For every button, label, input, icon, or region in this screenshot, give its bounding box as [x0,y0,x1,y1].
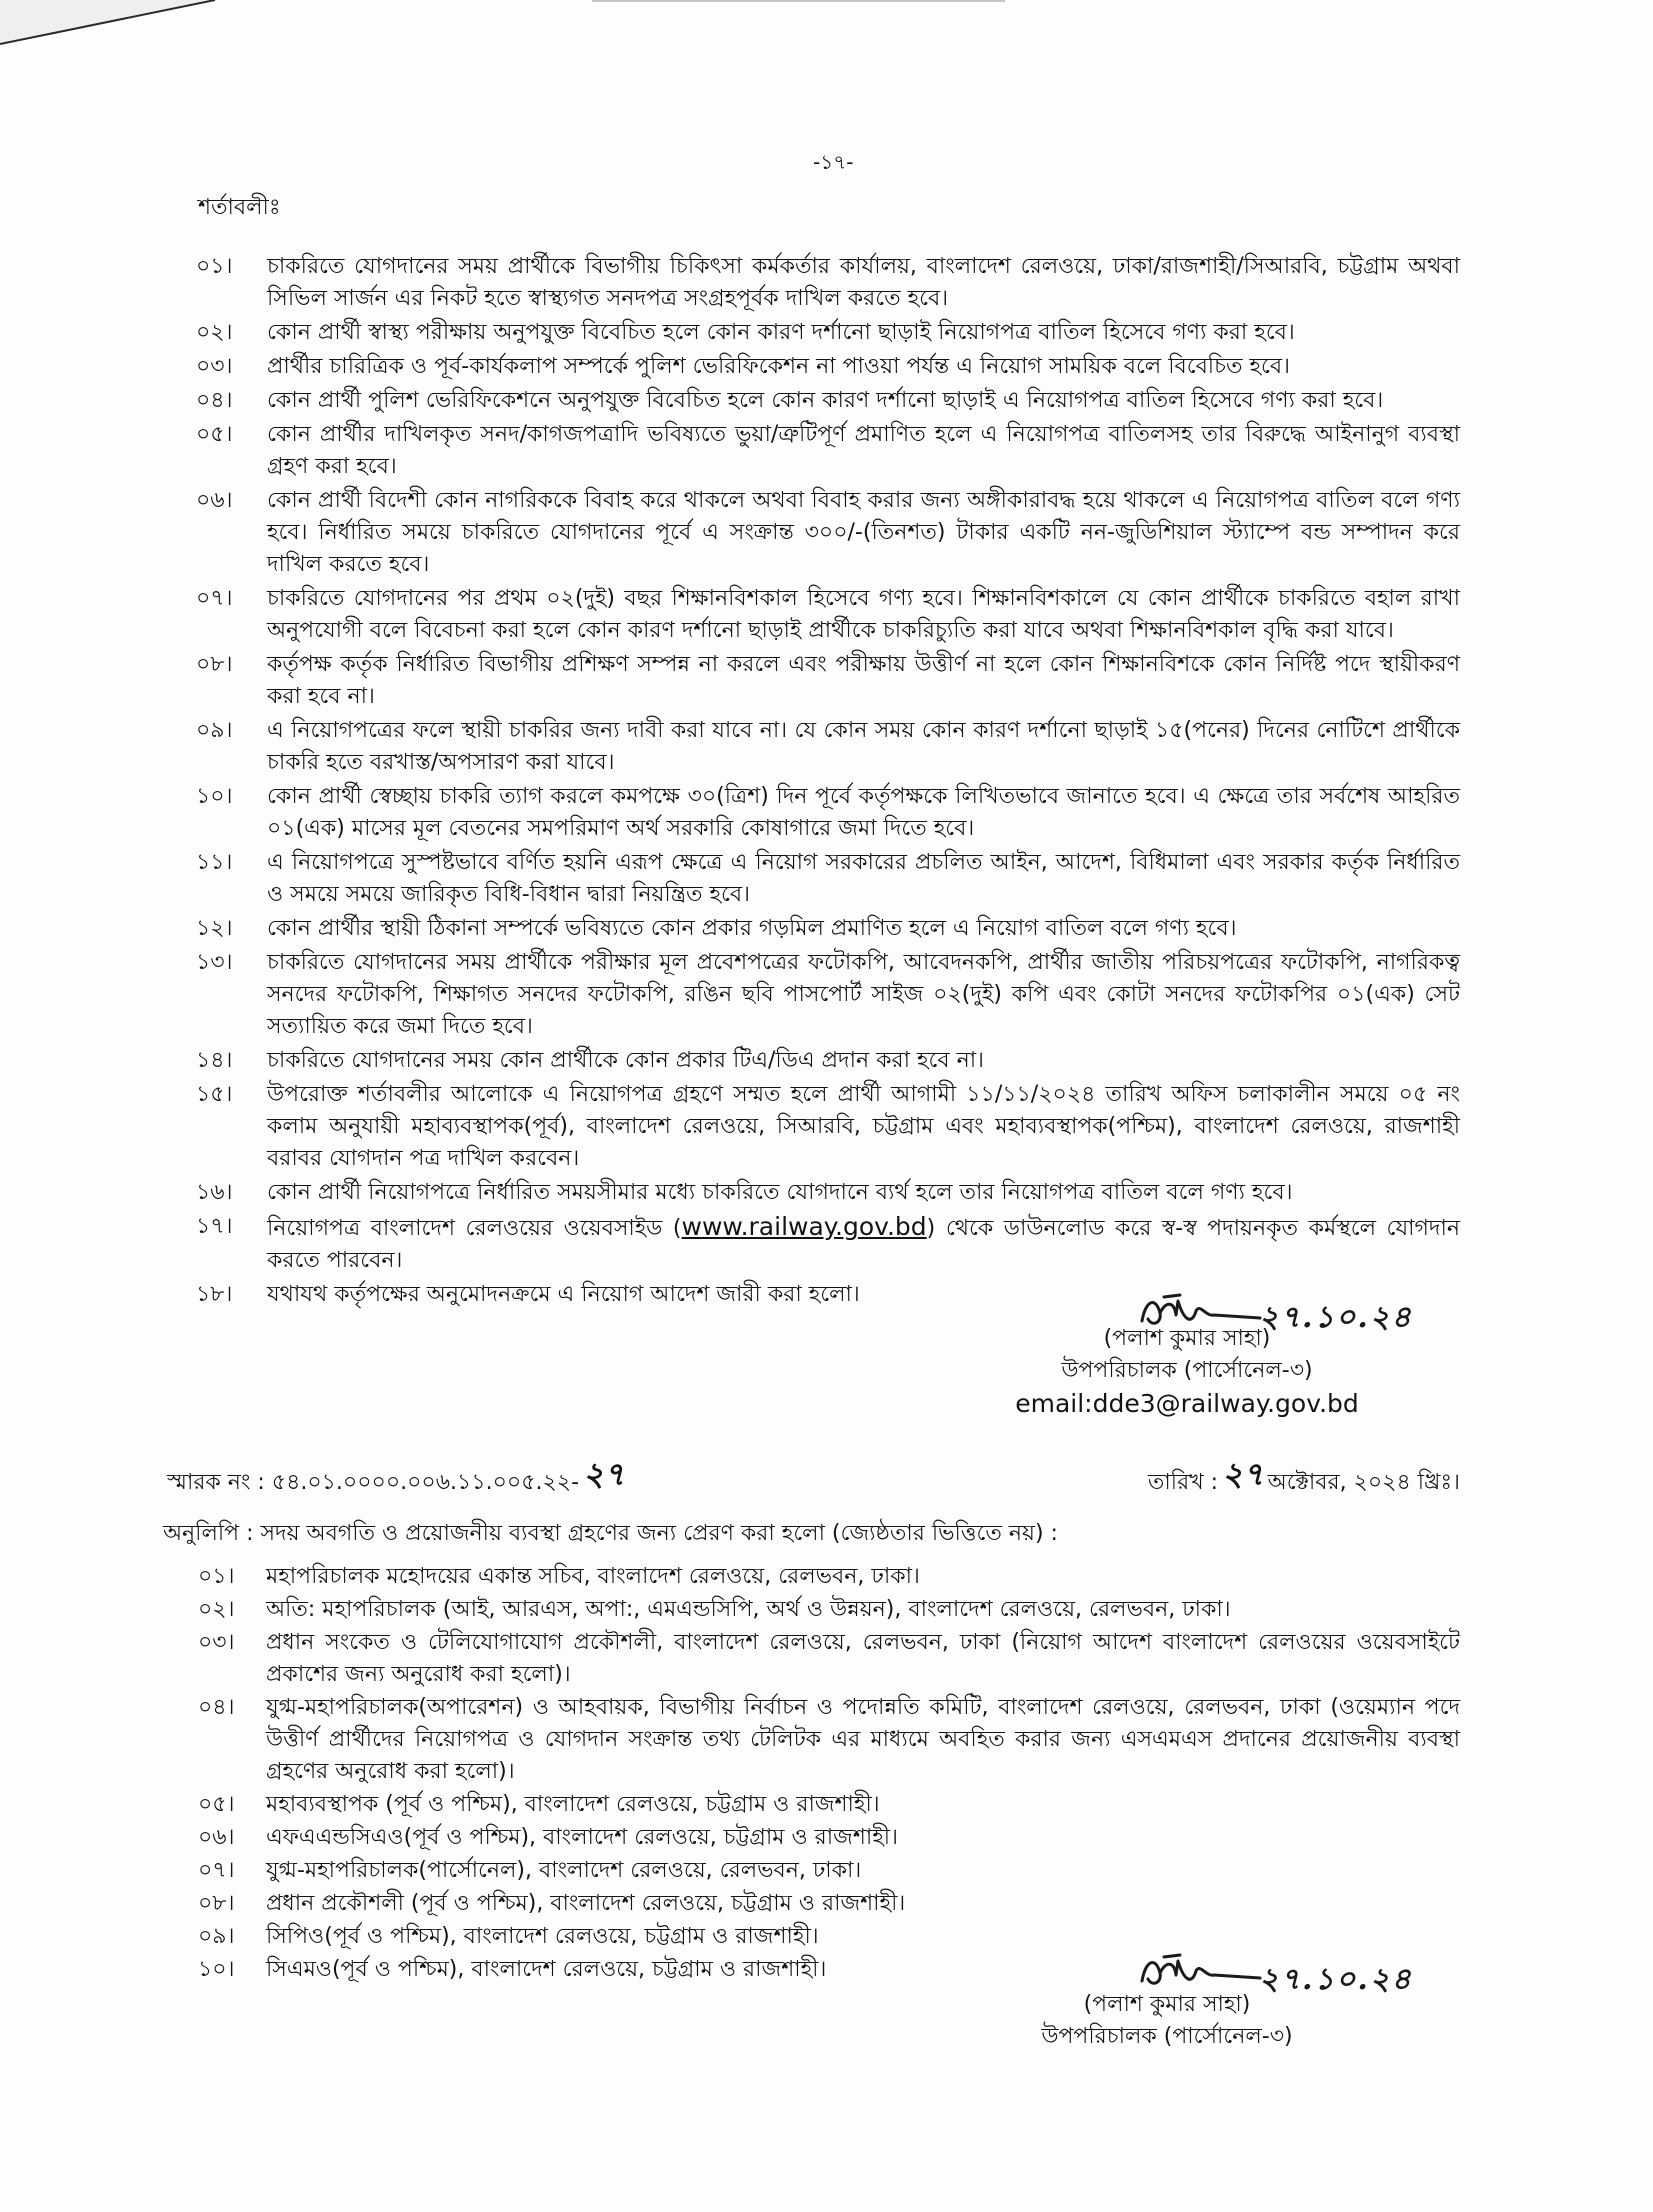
item-number: ১৪। [196,1048,233,1073]
condition-item [196,419,1460,483]
copy-item [198,1594,1460,1626]
signatory-block [937,1291,1437,1421]
item-number: ১০। [196,784,233,809]
condition-item [196,251,1460,315]
condition-item [196,351,1460,383]
website-url: www.railway.gov.bd [681,1212,927,1241]
item-text: কর্তৃপক্ষ কর্তৃক নির্ধারিত বিভাগীয় প্রশিক্ষণ সম্পন্ন না করলে এবং পরীক্ষায় উত্তীর্ণ না হলে কোন শিক্ষানবিশকে কোন নির্দিষ্ট পদে স্থায়ীকরণ করা হবে না। [267,652,1460,709]
signatory-designation: উপপরিচালক (পার্সোনেল-৩) [1041,2024,1293,2049]
scan-corner-fold [0,0,1653,50]
item-number: ০৯। [198,1924,235,1949]
item-number: ০৬। [198,1825,235,1850]
item-text: কোন প্রার্থী পুলিশ ভেরিফিকেশনে অনুপযুক্ত বিবেচিত হলে কোন কারণ দর্শানো ছাড়াই এ নিয়োগপত্র বাতিল হিসেবে গণ্য করা হবে। [267,388,1384,413]
signatory-email: email:dde3@railway.gov.bd [1015,1389,1359,1418]
handwritten-signature [937,1291,1437,1335]
item-text: অতি: মহাপরিচালক (আই, আরএস, অপা:, এমএন্ডসিপি, অর্থ ও উন্নয়ন), বাংলাদেশ রেলওয়ে, রেলভবন, ঢাকা। [266,1597,1231,1622]
copy-item [198,1561,1460,1593]
condition-item [196,485,1460,581]
item-number: ১১। [196,850,233,875]
page-number: -১৭- [813,150,854,174]
item-text: সিএমও(পূর্ব ও পশ্চিম), বাংলাদেশ রেলওয়ে, চট্টগ্রাম ও রাজশাহী। [266,1957,827,1982]
item-number: ১৩। [196,950,233,975]
item-number: ০৭। [198,1858,235,1883]
item-text: উপরোক্ত শর্তাবলীর আলোকে এ নিয়োগপত্র গ্রহণে সম্মত হলে প্রার্থী আগামী ১১/১১/২০২৪ তারিখ অফিস চলাকালীন সময়ে ০৫ নং কলাম অনুযায়ী মহাব্যবস্থাপক(পূর্ব), বাংলাদেশ রেলওয়ে, সিআরবি, চট্টগ্রাম এবং মহাব্যবস্থাপক(পশ্চিম), বাংলাদেশ রেলওয়ে, রাজশাহী বরাবর যোগদান পত্র দাখিল করবেন। [267,1082,1460,1171]
memo-number [167,1453,629,1507]
item-text: যথাযথ কর্তৃপক্ষের অনুমোদনক্রমে এ নিয়োগ আদেশ জারী করা হলো। [267,1282,860,1307]
item-text: কোন প্রার্থী নিয়োগপত্রে নির্ধারিত সময়সীমার মধ্যে চাকরিতে যোগদানে ব্যর্থ হলে তার নিয়োগপত্র বাতিল বলে গণ্য হবে। [267,1180,1293,1205]
item-number: ১২। [196,916,233,941]
copy-item [198,1888,1460,1920]
item-text: এ নিয়োগপত্রে সুস্পষ্টভাবে বর্ণিত হয়নি এরূপ ক্ষেত্রে এ নিয়োগ সরকারের প্রচলিত আইন, আদেশ, বিধিমালা এবং সরকার কর্তৃক নির্ধারিত ও সময়ে সময়ে জারিকৃত বিধি-বিধান দ্বারা নিয়ন্ত্রিত হবে। [267,850,1460,907]
conditions-list [196,251,1460,1311]
condition-item [196,1045,1460,1077]
item-text: কোন প্রার্থী বিদেশী কোন নাগরিককে বিবাহ করে থাকলে অথবা বিবাহ করার জন্য অঙ্গীকারাবদ্ধ হয়ে থাকলে এ নিয়োগপত্র বাতিল বলে গণ্য হবে। নির্ধারিত সময়ে চাকরিতে যোগদানের পূর্বে এ সংক্রান্ত ৩০০/-(তিনশত) টাকার একটি নন-জুডিশিয়াল স্ট্যাম্পে বন্ড সম্পাদন করে দাখিল করতে হবে। [267,488,1460,577]
signatory-name: (পলাশ কুমার সাহা) [1103,1326,1271,1351]
item-number: ০৭। [196,586,233,611]
copy-item [198,1627,1460,1691]
item-text: এফএএন্ডসিএও(পূর্ব ও পশ্চিম), বাংলাদেশ রেলওয়ে, চট্টগ্রাম ও রাজশাহী। [266,1825,898,1850]
item-number: ১৭। [196,1214,233,1239]
condition-item [196,385,1460,417]
item-text: চাকরিতে যোগদানের সময় প্রার্থীকে বিভাগীয় চিকিৎসা কর্মকর্তার কার্যালয়, বাংলাদেশ রেলওয়ে, ঢাকা/রাজশাহী/সিআরবি, চট্টগ্রাম অথবা সিভিল সার্জন এর নিকট হতে স্বাস্থ্যগত সনদপত্র সংগ্রহপূর্বক দাখিল করতে হবে। [267,254,1460,311]
signature-date: ২৭.১০.২৪ [1259,1300,1413,1335]
item-text: এ নিয়োগপত্রের ফলে স্থায়ী চাকরির জন্য দাবী করা যাবে না। যে কোন সময় কোন কারণ দর্শানো ছাড়াই ১৫(পনের) দিনের নোটিশে প্রার্থীকে চাকরি হতে বরখাস্ত/অপসারণ করা যাবে। [267,718,1460,775]
memo-row [167,1455,1460,1498]
signatory-block [917,1953,1417,2053]
item-text: মহাপরিচালক মহোদয়ের একান্ত সচিব, বাংলাদেশ রেলওয়ে, রেলভবন, ঢাকা। [266,1564,920,1589]
date-rest: অক্টোবর, ২০২৪ খ্রিঃ। [1267,1470,1460,1495]
condition-item [196,947,1460,1043]
conditions-heading: শর্তাবলীঃ [198,195,281,220]
item-text-after-url: ) থেকে ডাউনলোড করে স্ব-স্ব পদায়নকৃত কর্মস্থলে যোগদান করতে পারবেন। [267,1216,1460,1273]
condition-item [196,583,1460,647]
item-text [267,1211,1460,1277]
copy-item [198,1789,1460,1821]
condition-item [196,913,1460,945]
item-text: যুগ্ম-মহাপরিচালক(পার্সোনেল), বাংলাদেশ রেলওয়ে, রেলভবন, ঢাকা। [266,1858,862,1883]
memo-label: স্মারক নং : ৫৪.০১.০০০০.০০৬.১১.০০৫.২২- [167,1470,580,1495]
item-text: যুগ্ম-মহাপরিচালক(অপারেশন) ও আহবায়ক, বিভাগীয় নির্বাচন ও পদোন্নতি কমিটি, বাংলাদেশ রেলওয়ে, রেলভবন, ঢাকা (ওয়েম্যান পদে উত্তীর্ণ প্রার্থীদের নিয়োগপত্র ও যোগদান সংক্রান্ত তথ্য টেলিটক এর মাধ্যমে অবহিত করার জন্য এসএমএস প্রদানের প্রয়োজনীয় ব্যবস্থা গ্রহণের অনুরোধ করা হলো)। [266,1695,1460,1784]
item-number: ০৫। [198,1792,235,1817]
memo-date [1148,1453,1460,1507]
condition-item [196,1079,1460,1175]
item-text-before-url: নিয়োগপত্র বাংলাদেশ রেলওয়ের ওয়েবসাইড ( [267,1216,682,1241]
condition-item [196,317,1460,349]
signature-date: ২৭.১০.২৪ [1259,1962,1413,1997]
item-number: ১৮। [196,1282,233,1307]
item-number: ১০। [198,1957,235,1982]
item-text: প্রধান প্রকৌশলী (পূর্ব ও পশ্চিম), বাংলাদেশ রেলওয়ে, চট্টগ্রাম ও রাজশাহী। [266,1891,906,1916]
memo-number-handwritten: ২৭ [583,1455,625,1493]
date-day-handwritten: ২৭ [1222,1455,1264,1493]
copy-item [198,1822,1460,1854]
item-text: চাকরিতে যোগদানের সময় প্রার্থীকে পরীক্ষার মূল প্রবেশপত্রের ফটোকপি, আবেদনকপি, প্রার্থীর জাতীয় পরিচয়পত্রের ফটোকপি, নাগরিকত্ব সনদের ফটোকপি, শিক্ষাগত সনদের ফটোকপি, রঙিন ছবি পাসপোর্ট সাইজ ০২(দুই) কপি এবং কোটা সনদের ফটোকপির ০১(এক) সেট সত্যায়িত করে জমা দিতে হবে। [267,950,1460,1039]
date-label: তারিখ : [1147,1470,1219,1495]
item-number: ০৩। [196,354,233,379]
item-number: ০৪। [198,1695,235,1720]
item-number: ০১। [196,254,233,279]
condition-item [196,781,1460,845]
condition-item [196,649,1460,713]
item-text: কোন প্রার্থী স্বেচ্ছায় চাকরি ত্যাগ করলে কমপক্ষে ৩০(ত্রিশ) দিন পূর্বে কর্তৃপক্ষকে লিখিতভাবে জানাতে হবে। এ ক্ষেত্রে তার সর্বশেষ আহরিত ০১(এক) মাসের মূল বেতনের সমপরিমাণ অর্থ সরকারি কোষাগারে জমা দিতে হবে। [267,784,1460,841]
item-number: ০২। [196,320,233,345]
item-number: ০৮। [196,652,233,677]
item-number: ০১। [198,1564,235,1589]
item-number: ০৫। [196,422,233,447]
item-text: সিপিও(পূর্ব ও পশ্চিম), বাংলাদেশ রেলওয়ে, চট্টগ্রাম ও রাজশাহী। [266,1924,819,1949]
signatory-designation: উপপরিচালক (পার্সোনেল-৩) [1061,1358,1313,1383]
item-text: চাকরিতে যোগদানের পর প্রথম ০২(দুই) বছর শিক্ষানবিশকাল হিসেবে গণ্য হবে। শিক্ষানবিশকালে যে কোন প্রার্থীকে চাকরিতে বহাল রাখা অনুপযোগী বলে বিবেচনা করা হলে কোন কারণ দর্শানো ছাড়াই প্রার্থীকে চাকরিচ্যুতি করা যাবে অথবা শিক্ষানবিশকাল বৃদ্ধি করা যাবে। [267,586,1460,643]
item-number: ০৮। [198,1891,235,1916]
item-number: ১৫। [196,1082,233,1107]
signature-scribble-icon [1134,1291,1264,1335]
copies-list [198,1561,1460,1986]
handwritten-signature [917,1953,1417,1997]
condition-item [196,715,1460,779]
condition-item [196,847,1460,911]
item-text: মহাব্যবস্থাপক (পূর্ব ও পশ্চিম), বাংলাদেশ রেলওয়ে, চট্টগ্রাম ও রাজশাহী। [266,1792,880,1817]
condition-item [196,1211,1460,1277]
signature-scribble-icon [1134,1953,1264,1997]
copy-item [198,1692,1460,1788]
document-body [0,146,1653,2053]
item-number: ০৩। [198,1630,235,1655]
signatory-name: (পলাশ কুমার সাহা) [1083,1992,1251,2017]
copies-heading: অনুলিপি : সদয় অবগতি ও প্রয়োজনীয় ব্যবস্থা গ্রহণের জন্য প্রেরণ করা হলো (জ্যেষ্ঠতার ভিত্তিতে নয়) : [163,1521,1058,1546]
copy-item [198,1921,1460,1953]
copy-item [198,1855,1460,1887]
item-number: ১৬। [196,1180,233,1205]
item-number: ০৪। [196,388,233,413]
item-text: প্রার্থীর চারিত্রিক ও পূর্ব-কার্যকলাপ সম্পর্কে পুলিশ ভেরিফিকেশন না পাওয়া পর্যন্ত এ নিয়োগ সাময়িক বলে বিবেচিত হবে। [267,354,1290,379]
item-number: ০২। [198,1597,235,1622]
item-text: কোন প্রার্থীর স্থায়ী ঠিকানা সম্পর্কে ভবিষ্যতে কোন প্রকার গড়মিল প্রমাণিত হলে এ নিয়োগ বাতিল বলে গণ্য হবে। [267,916,1237,941]
item-text: কোন প্রার্থীর দাখিলকৃত সনদ/কাগজপত্রাদি ভবিষ্যতে ভুয়া/ত্রুটিপূর্ণ প্রমাণিত হলে এ নিয়োগপত্র বাতিলসহ তার বিরুদ্ধে আইনানুগ ব্যবস্থা গ্রহণ করা হবে। [267,422,1460,479]
item-text: কোন প্রার্থী স্বাস্থ্য পরীক্ষায় অনুপযুক্ত বিবেচিত হলে কোন কারণ দর্শানো ছাড়াই নিয়োগপত্র বাতিল হিসেবে গণ্য করা হবে। [267,320,1295,345]
condition-item [196,1177,1460,1209]
item-number: ০৯। [196,718,233,743]
item-number: ০৬। [196,488,233,513]
item-text: চাকরিতে যোগদানের সময় কোন প্রার্থীকে কোন প্রকার টিএ/ডিএ প্রদান করা হবে না। [267,1048,984,1073]
item-text: প্রধান সংকেত ও টেলিযোগাযোগ প্রকৌশলী, বাংলাদেশ রেলওয়ে, রেলভবন, ঢাকা (নিয়োগ আদেশ বাংলাদেশ রেলওয়ের ওয়েবসাইটে প্রকাশের জন্য অনুরোধ করা হলো)। [266,1630,1460,1687]
